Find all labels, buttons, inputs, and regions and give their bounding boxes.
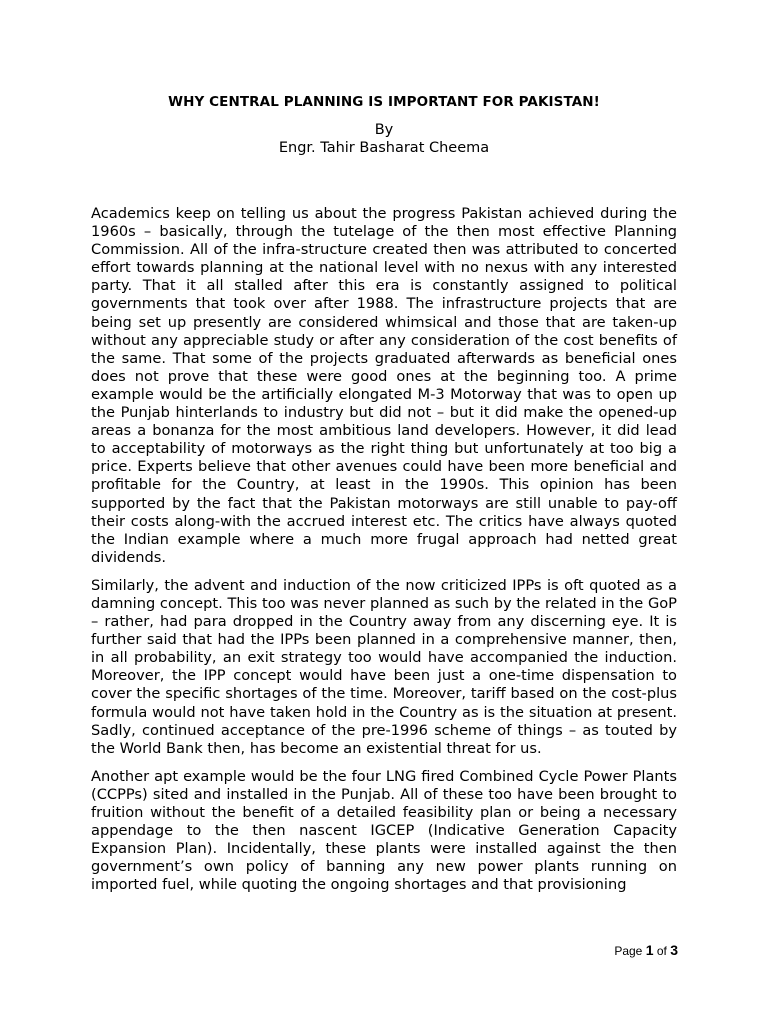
page-label: Page: [614, 944, 643, 958]
author-name: Engr. Tahir Basharat Cheema: [278, 140, 490, 156]
document-body: [91, 205, 677, 904]
page-current: 1: [645, 942, 654, 958]
by-label: By: [374, 122, 394, 138]
of-label: of: [656, 944, 667, 958]
paragraph: Academics keep on telling us about the progress Pakistan achieved during the 1960s – basically, through the tutelage of the then most effective Planning Commission. All of the infra-structure created then was attributed to concerted effort towards planning at the national level with no nexus with any interested party. That it all stalled after this era is constantly assigned to political governments that took over after 1988. The infrastructure projects that are being set up presently are considered whimsical and those that are taken-up without any appreciable study or after any consideration of the cost benefits of the same. That some of the projects graduated afterwards as beneficial ones does not prove that these were good ones at the beginning too. A prime example would be the artificially elongated M-3 Motorway that was to open up the Punjab hinterlands to industry but did not – but it did make the opened-up areas a bonanza for the most ambitious land developers. However, it did lead to acceptability of motorways as the right thing but unfortunately at too big a price. Experts believe that other avenues could have been more beneficial and profitable for the Country, at least in the 1990s. This opinion has been supported by the fact that the Pakistan motorways are still unable to pay-off their costs along-with the accrued interest etc. The critics have always quoted the Indian example where a much more frugal approach had netted great dividends.: [91, 205, 677, 566]
document-title: WHY CENTRAL PLANNING IS IMPORTANT FOR PAKISTAN!: [168, 94, 600, 110]
page-number-footer: [614, 941, 678, 960]
paragraph: Another apt example would be the four LNG fired Combined Cycle Power Plants (CCPPs) sited and installed in the Punjab. All of these too have been brought to fruition without the benefit of a detailed feasibility plan or being a necessary appendage to the then nascent IGCEP (Indicative Generation Capacity Expansion Plan). Incidentally, these plants were installed against the then government’s own policy of banning any new power plants running on imported fuel, while quoting the ongoing shortages and that provisioning: [91, 767, 677, 894]
page-total: 3: [670, 942, 678, 958]
paragraph: Similarly, the advent and induction of the now criticized IPPs is oft quoted as a damning concept. This too was never planned as such by the related in the GoP – rather, had para dropped in the Country away from any discerning eye. It is further said that had the IPPs been planned in a comprehensive manner, then, in all probability, an exit strategy too would have accompanied the induction. Moreover, the IPP concept would have been just a one-time dispensation to cover the specific shortages of the time. Moreover, tariff based on the cost-plus formula would not have taken hold in the Country as is the situation at present. Sadly, continued acceptance of the pre-1996 scheme of things – as touted by the World Bank then, has become an existential threat for us.: [91, 576, 677, 757]
